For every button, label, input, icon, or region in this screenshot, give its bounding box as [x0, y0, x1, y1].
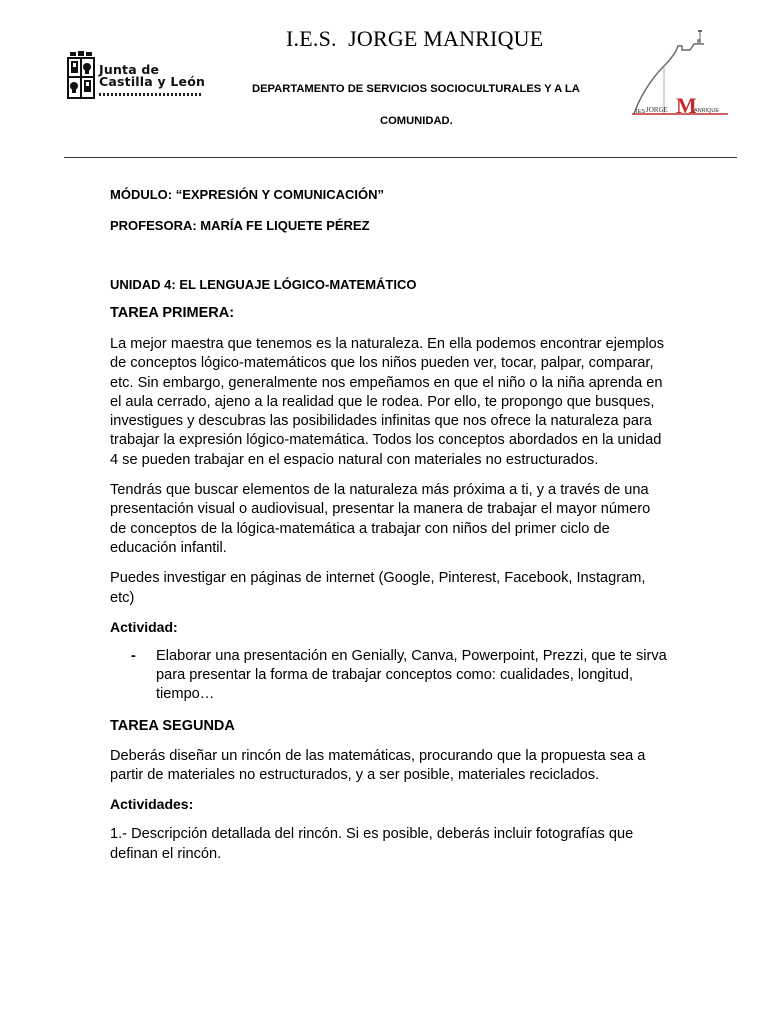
logo-m-letter: M — [676, 93, 697, 118]
task-1-paragraph-3: Puedes investigar en páginas de internet (Google, Pinterest, Facebook, Instagram, etc) — [110, 570, 646, 606]
task-2-activity-1: 1.- Descripción detallada del rincón. Si es posible, deberás incluir fotografías que definan el rincón. — [110, 826, 634, 862]
junta-castilla-y-leon-logo — [66, 50, 206, 102]
task-1-title: TAREA PRIMERA: — [110, 305, 235, 321]
unit-line: UNIDAD 4: EL LENGUAJE LÓGICO-MATEMÁTICO — [110, 277, 417, 292]
school-title: I.E.S. JORGE MANRIQUE — [286, 26, 544, 51]
task-1-activity-list — [110, 647, 670, 705]
logo-jorge-text: JORGE — [646, 106, 668, 114]
dash-bullet: - — [131, 647, 136, 664]
junta-logo-text — [99, 64, 205, 88]
list-item — [110, 647, 670, 705]
task-2-paragraph: Deberás diseñar un rincón de las matemáticas, procurando que la propuesta sea a partir de materiales no estructurados, y a ser posible, materiales reciclados. — [110, 747, 646, 784]
task-2-activities-heading: Actividades: — [110, 796, 194, 813]
logo-ies-text: IES — [636, 109, 645, 115]
task-1-paragraph-2: Tendrás que buscar elementos de la naturaleza más próxima a ti, y a través de una presentación visual o audiovisual, presentar la manera de trabajar el mayor número de conceptos de la lógica-matemática a trabajar con niños del primer ciclo de educación infantil. — [110, 482, 651, 556]
module-line: MÓDULO: “EXPRESIÓN Y COMUNICACIÓN” — [110, 187, 384, 202]
logo-manrique-text: ANRIQUE — [694, 108, 720, 114]
junta-logo-line1: Junta de — [99, 62, 160, 77]
teacher-line: PROFESORA: MARÍA FE LIQUETE PÉREZ — [110, 218, 370, 233]
junta-logo-subline — [99, 93, 203, 96]
department-line-2: COMUNIDAD. — [380, 115, 453, 127]
task-1-paragraph-1: La mejor maestra que tenemos es la naturaleza. En ella podemos encontrar ejemplos de conceptos lógico-matemáticos que los niños pueden ver, tocar, palpar, comparar, etc. Sin embargo, generalmente nos empeñamos en que el niño o la niña aprenda en el aula cerrado, ajeno a la realidad que le rodea. Por ello, te propongo que busques, investigues y descubras las posibilidades infinitas que nos ofrece la naturaleza para trabajar la expresión lógico-matemática. Todos los conceptos abordados en la unidad 4 se pueden trabajar en el espacio natural con materiales no estructurados. — [110, 336, 665, 468]
document-body — [110, 186, 670, 864]
header-divider — [64, 157, 737, 158]
ies-jorge-manrique-logo — [630, 26, 734, 122]
department-line-1: DEPARTAMENTO DE SERVICIOS SOCIOCULTURALES Y A LA — [252, 83, 580, 95]
coat-of-arms-icon — [66, 50, 96, 100]
junta-logo-line2: Castilla y León — [99, 74, 206, 89]
task-1-activity-text: Elaborar una presentación en Genially, Canva, Powerpoint, Prezzi, que te sirva para presentar la forma de trabajar conceptos como: cualidades, longitud, tiempo… — [156, 647, 667, 703]
task-1-activity-heading: Actividad: — [110, 618, 178, 635]
task-2-title: TAREA SEGUNDA — [110, 717, 235, 734]
